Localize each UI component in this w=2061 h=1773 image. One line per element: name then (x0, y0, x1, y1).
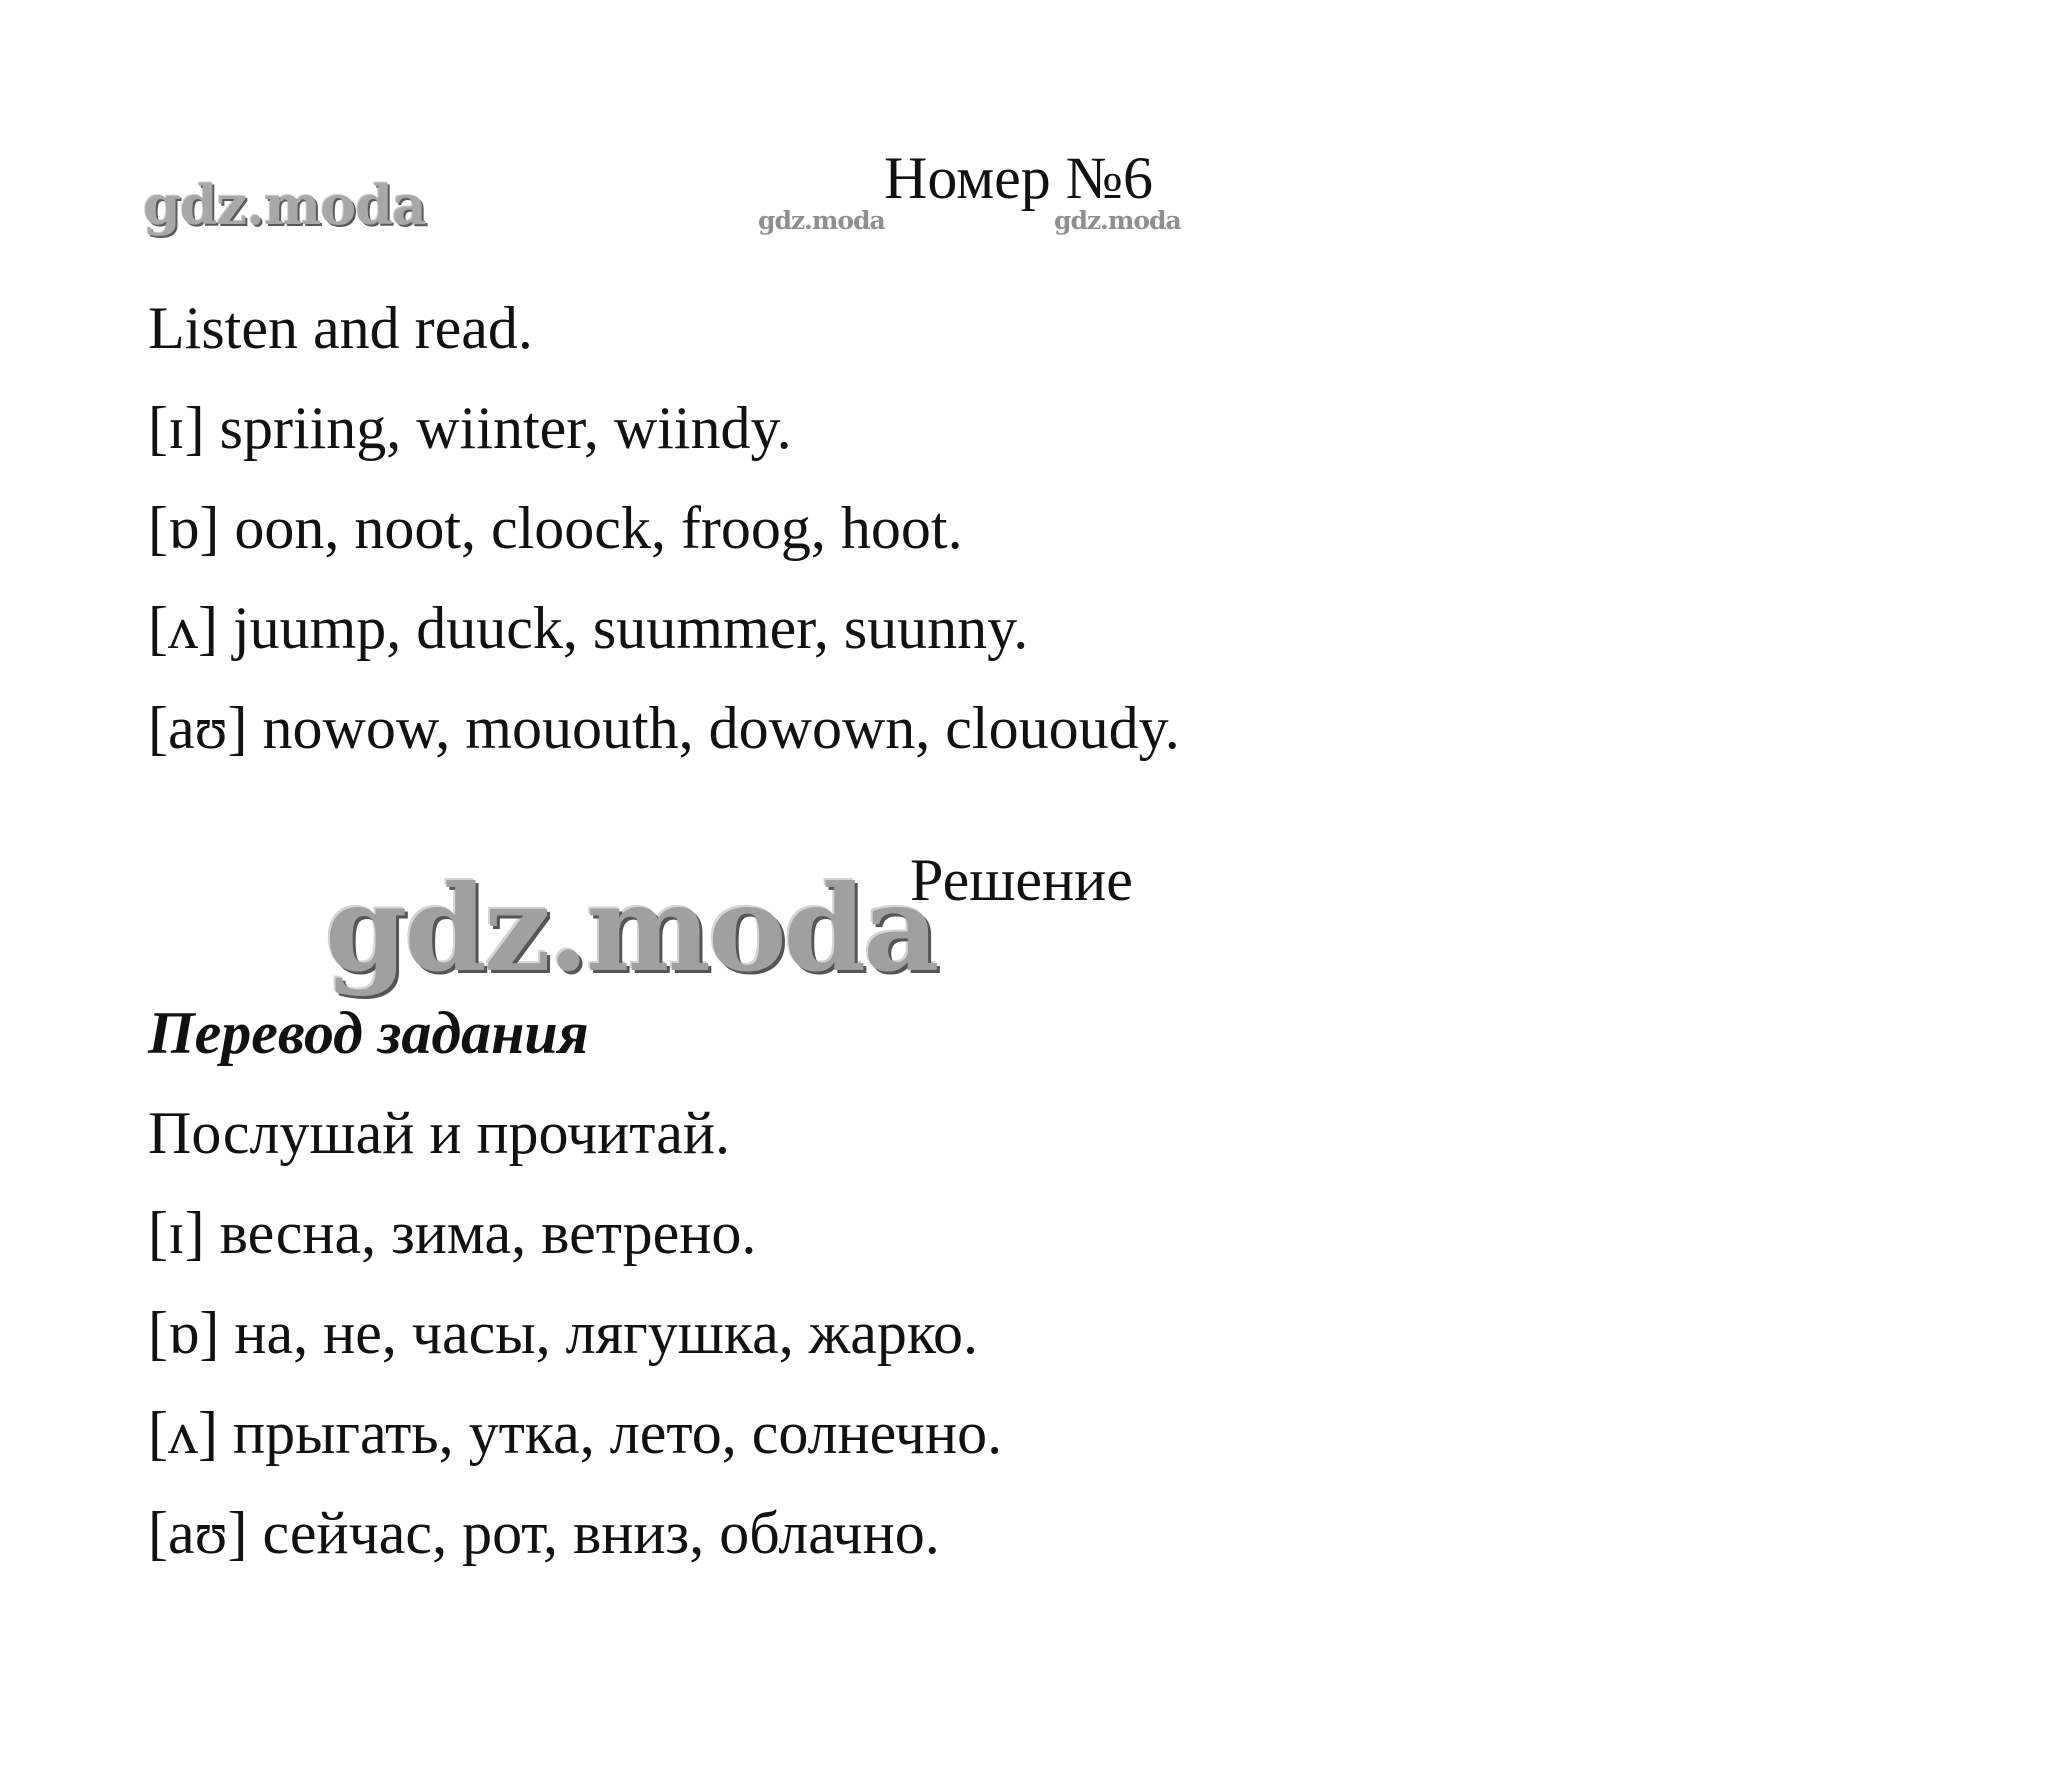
watermark-logo: gdz.moda (758, 206, 885, 235)
task-instruction: Listen and read. (148, 295, 533, 361)
watermark-logo: gdz.moda (143, 173, 426, 237)
translation-line-1: [ɪ] весна, зима, ветрено. (148, 1200, 757, 1266)
translation-heading: Перевод задания (148, 1000, 589, 1066)
translation-instruction: Послушай и прочитай. (148, 1100, 730, 1166)
solution-heading: Решение (910, 847, 1133, 913)
task-line-3: [ʌ] juump, duuck, suummer, suunny. (148, 595, 1029, 661)
watermark-logo: gdz.moda (325, 859, 937, 998)
watermark-logo: gdz.moda (1054, 206, 1181, 235)
task-line-1: [ɪ] spriing, wiinter, wiindy. (148, 395, 792, 461)
translation-line-3: [ʌ] прыгать, утка, лето, солнечно. (148, 1400, 1003, 1466)
task-line-4: [aʊ] nowow, mououth, dowown, clououdy. (148, 695, 1180, 761)
task-line-2: [ɒ] oon, noot, cloock, froog, hoot. (148, 495, 963, 561)
page-title: Номер №6 (884, 145, 1154, 211)
translation-line-2: [ɒ] на, не, часы, лягушка, жарко. (148, 1300, 978, 1366)
translation-line-4: [aʊ] сейчас, рот, вниз, облачно. (148, 1500, 940, 1566)
